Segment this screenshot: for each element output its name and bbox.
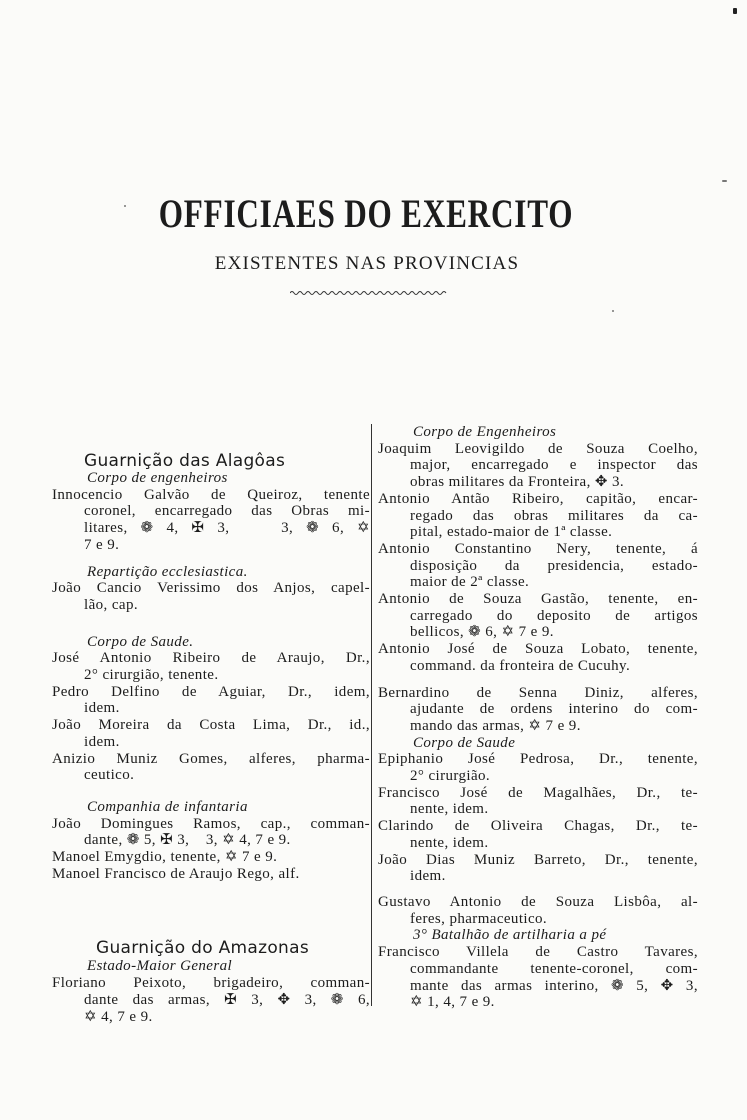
section-heading: Guarnição das Alagôas [84, 451, 286, 471]
entry-line: Francisco José de Magalhães, Dr., te- [378, 784, 698, 801]
officer-entry [52, 650, 370, 683]
entry-line: maior de 2ª classe. [410, 574, 530, 591]
entry-line: feres, pharmaceutico. [410, 910, 548, 927]
scan-speck [124, 205, 126, 207]
entry-line: João Moreira da Costa Lima, Dr., id., [52, 717, 370, 734]
officer-entry [378, 491, 698, 541]
subsection-heading: Companhia de infantaria [87, 798, 248, 815]
entry-line: Francisco Villela de Castro Tavares, [378, 944, 698, 961]
entry-line: mando das armas, ✡ 7 e 9. [410, 717, 581, 734]
entry-line: mante das armas interino, ❁ 5, ✥ 3, [410, 977, 698, 994]
entry-line: Manoel Francisco de Araujo Rego, alf. [52, 865, 300, 882]
entry-line: idem. [84, 700, 120, 717]
scan-speck [733, 8, 737, 14]
left-column [52, 453, 370, 1025]
officer-entry [52, 487, 370, 554]
right-column [378, 424, 698, 1011]
entry-line: Innocencio Galvão de Queiroz, tenente [52, 486, 370, 503]
entry-line: idem. [84, 733, 120, 750]
officer-entry [52, 717, 370, 750]
entry-line: João Dias Muniz Barreto, Dr., tenente, [378, 851, 698, 868]
officer-entry [52, 866, 370, 883]
officer-entry [378, 785, 698, 818]
entry-line: Manoel Emygdio, tenente, ✡ 7 e 9. [52, 849, 278, 866]
subsection-heading: Estado-Maior General [87, 958, 233, 975]
page-title: OFFICIAES DO EXERCITO [158, 191, 574, 236]
entry-line: dante das armas, ✠ 3, ✥ 3, ❁ 6, [84, 991, 370, 1008]
entry-line: 7 e 9. [84, 536, 120, 553]
entry-line: ceutico. [84, 767, 135, 784]
entry-line: command. da fronteira de Cucuhy. [410, 657, 631, 674]
entry-line: carregado do deposito de artigos [410, 607, 698, 624]
officer-entry [378, 441, 698, 491]
entry-line: Joaquim Leovigildo de Souza Coelho, [378, 440, 698, 457]
entry-line: ✡ 1, 4, 7 e 9. [410, 994, 495, 1011]
entry-line: regado das obras militares da ca- [410, 507, 698, 524]
entry-line: João Cancio Verissimo dos Anjos, capel- [52, 580, 370, 597]
entry-line: Pedro Delfino de Aguiar, Dr., idem, [52, 683, 370, 700]
subsection-heading: Corpo de Saude. [87, 633, 194, 650]
page-subtitle: EXISTENTES NAS PROVINCIAS [214, 253, 520, 274]
officer-entry [52, 816, 370, 849]
entry-line: ajudante de ordens interino do com- [410, 701, 698, 718]
entry-line: nente, idem. [410, 834, 489, 851]
officer-entry [378, 818, 698, 851]
officer-entry [378, 541, 698, 591]
officer-entry [52, 975, 370, 1025]
entry-line: Anizio Muniz Gomes, alferes, pharma- [52, 750, 370, 767]
entry-line: Clarindo de Oliveira Chagas, Dr., te- [378, 818, 698, 835]
entry-line: José Antonio Ribeiro de Araujo, Dr., [52, 650, 370, 667]
officer-entry [52, 580, 370, 613]
entry-line: bellicos, ❁ 6, ✡ 7 e 9. [410, 624, 554, 641]
entry-line: coronel, encarregado das Obras mi- [84, 503, 370, 520]
decorative-rule [290, 289, 448, 297]
section-heading: Guarnição do Amazonas [96, 938, 309, 959]
entry-line: Antonio José de Souza Lobato, tenente, [378, 641, 698, 658]
scan-speck [722, 180, 727, 182]
officer-entry [378, 685, 698, 735]
entry-line: idem. [410, 868, 446, 885]
entry-line: João Domingues Ramos, cap., comman- [52, 815, 370, 832]
officer-entry [378, 944, 698, 1011]
officer-entry [52, 751, 370, 784]
entry-line: 2° cirurgião. [410, 768, 491, 785]
entry-line: lão, cap. [84, 596, 138, 613]
entry-line: major, encarregado e inspector das [410, 457, 698, 474]
entry-line: nente, idem. [410, 801, 489, 818]
subsection-heading: Corpo de Engenheiros [413, 424, 557, 440]
entry-line: Bernardino de Senna Diniz, alferes, [378, 684, 698, 701]
entry-line: ✡ 4, 7 e 9. [84, 1008, 153, 1025]
entry-line: dante, ❁ 5, ✠ 3, 3, ✡ 4, 7 e 9. [84, 832, 291, 849]
entry-line: Antonio Constantino Nery, tenente, á [378, 540, 698, 557]
officer-entry [378, 641, 698, 674]
subsection-heading: 3° Batalhão de artilharia a pé [413, 927, 607, 944]
entry-line: litares, ❁ 4, ✠ 3, 3, ❁ 6, ✡ [84, 520, 370, 537]
officer-entry [378, 894, 698, 927]
entry-line: Antonio de Souza Gastão, tenente, en- [378, 591, 698, 608]
entry-line: Floriano Peixoto, brigadeiro, comman- [52, 975, 370, 992]
officer-entry [378, 591, 698, 641]
subsection-heading: Corpo de Saude [413, 734, 516, 751]
entry-line: obras militares da Fronteira, ✥ 3. [410, 474, 625, 491]
officer-entry [52, 849, 370, 866]
officer-entry [378, 751, 698, 784]
column-divider [371, 424, 372, 1006]
entry-line: 2° cirurgião, tenente. [84, 667, 219, 684]
entry-line: pital, estado-maior de 1ª classe. [410, 524, 613, 541]
officer-entry [378, 852, 698, 885]
entry-line: disposição da presidencia, estado- [410, 557, 698, 574]
entry-line: Gustavo Antonio de Souza Lisbôa, al- [378, 893, 698, 910]
subsection-heading: Repartição ecclesiastica. [87, 563, 248, 580]
officer-entry [52, 684, 370, 717]
subsection-heading: Corpo de engenheiros [87, 470, 228, 486]
scan-speck [612, 310, 614, 312]
entry-line: Antonio Antão Ribeiro, capitão, encar- [378, 490, 698, 507]
entry-line: Epiphanio José Pedrosa, Dr., tenente, [378, 751, 698, 768]
entry-line: commandante tenente-coronel, com- [410, 960, 698, 977]
